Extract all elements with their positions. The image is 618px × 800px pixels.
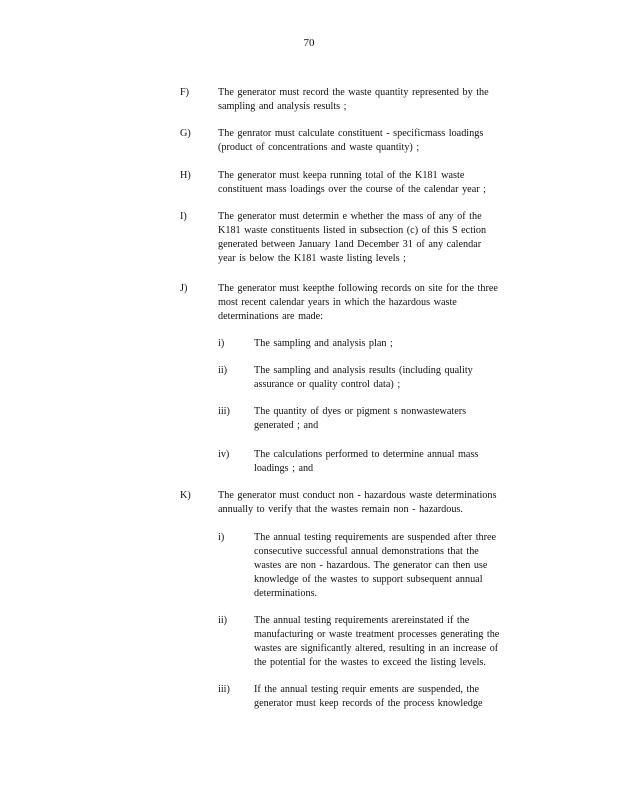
item-label: H) [180, 170, 191, 181]
text-line: The generator must determin e whether the mass of any of the [218, 211, 482, 222]
text-line: determinations. [254, 588, 318, 599]
item-text [254, 531, 536, 601]
text-line: generated ; and [254, 420, 319, 431]
text-line: If the annual testing requir ements are suspended, the [254, 684, 479, 695]
item-label: J) [180, 283, 188, 294]
text-line: constituent mass loadings over the course of the calendar year ; [218, 184, 486, 195]
text-line: generated between January 1and December 31 of any calendar [218, 239, 482, 250]
text-line: (product of concentrations and waste quantity) ; [218, 142, 420, 153]
item-label: iii) [218, 684, 230, 695]
item-text [254, 448, 536, 476]
text-line: The calculations performed to determine annual mass [254, 449, 479, 460]
text-line: The genrator must calculate constituent - specificmass loadings [218, 128, 484, 139]
text-line: wastes are non - hazardous. The generator can then use [254, 560, 488, 571]
text-line: The sampling and analysis plan ; [254, 338, 393, 349]
text-line: most recent calendar years in which the hazardous waste [218, 297, 457, 308]
item-label: G) [180, 128, 191, 139]
item-label: iv) [218, 449, 230, 460]
item-label: i) [218, 532, 225, 543]
text-line: The generator must keepthe following records on site for the three [218, 283, 498, 294]
item-text [254, 683, 536, 711]
item-label: iii) [218, 406, 230, 417]
text-line: The generator must keepa running total of the K181 waste [218, 170, 465, 181]
item-label: K) [180, 490, 191, 501]
text-line: knowledge of the wastes to support subsequent annual [254, 574, 483, 585]
text-line: The quantity of dyes or pigment s nonwastewaters [254, 406, 467, 417]
item-label: I) [180, 211, 187, 222]
text-line: The annual testing requirements are suspended after three [254, 532, 497, 543]
text-line: generator must keep records of the process knowledge [254, 698, 483, 709]
text-line: the potential for the wastes to exceed the listing levels. [254, 657, 486, 668]
item-text [218, 127, 538, 155]
text-line: assurance or quality control data) ; [254, 379, 401, 390]
text-line: The annual testing requirements arereinstated if the [254, 615, 470, 626]
item-label: F) [180, 87, 190, 98]
text-line: sampling and analysis results ; [218, 101, 347, 112]
text-line: year is below the K181 waste listing levels ; [218, 253, 406, 264]
item-text [254, 337, 536, 351]
text-line: consecutive successful annual demonstrations that the [254, 546, 479, 557]
item-text [218, 489, 538, 517]
text-line: The generator must record the waste quantity represented by the [218, 87, 489, 98]
item-text [218, 86, 538, 114]
text-line: K181 waste constituents listed in subsection (c) of this S ection [218, 225, 487, 236]
item-text [218, 282, 538, 324]
text-line: wastes are significantly altered, resulting in an increase of [254, 643, 499, 654]
text-line: loadings ; and [254, 463, 314, 474]
item-text [254, 405, 536, 433]
item-label: ii) [218, 615, 228, 626]
item-text [218, 210, 538, 266]
item-label: i) [218, 338, 225, 349]
text-line: determinations are made: [218, 311, 323, 322]
item-label: ii) [218, 365, 228, 376]
text-line: manufacturing or waste treatment processes generating the [254, 629, 500, 640]
page-number: 70 [303, 37, 315, 49]
text-line: annually to verify that the wastes remain non - hazardous. [218, 504, 463, 515]
item-text [218, 169, 538, 197]
item-text [254, 364, 536, 392]
text-line: The sampling and analysis results (including quality [254, 365, 473, 376]
text-line: The generator must conduct non - hazardous waste determinations [218, 490, 497, 501]
item-text [254, 614, 536, 670]
